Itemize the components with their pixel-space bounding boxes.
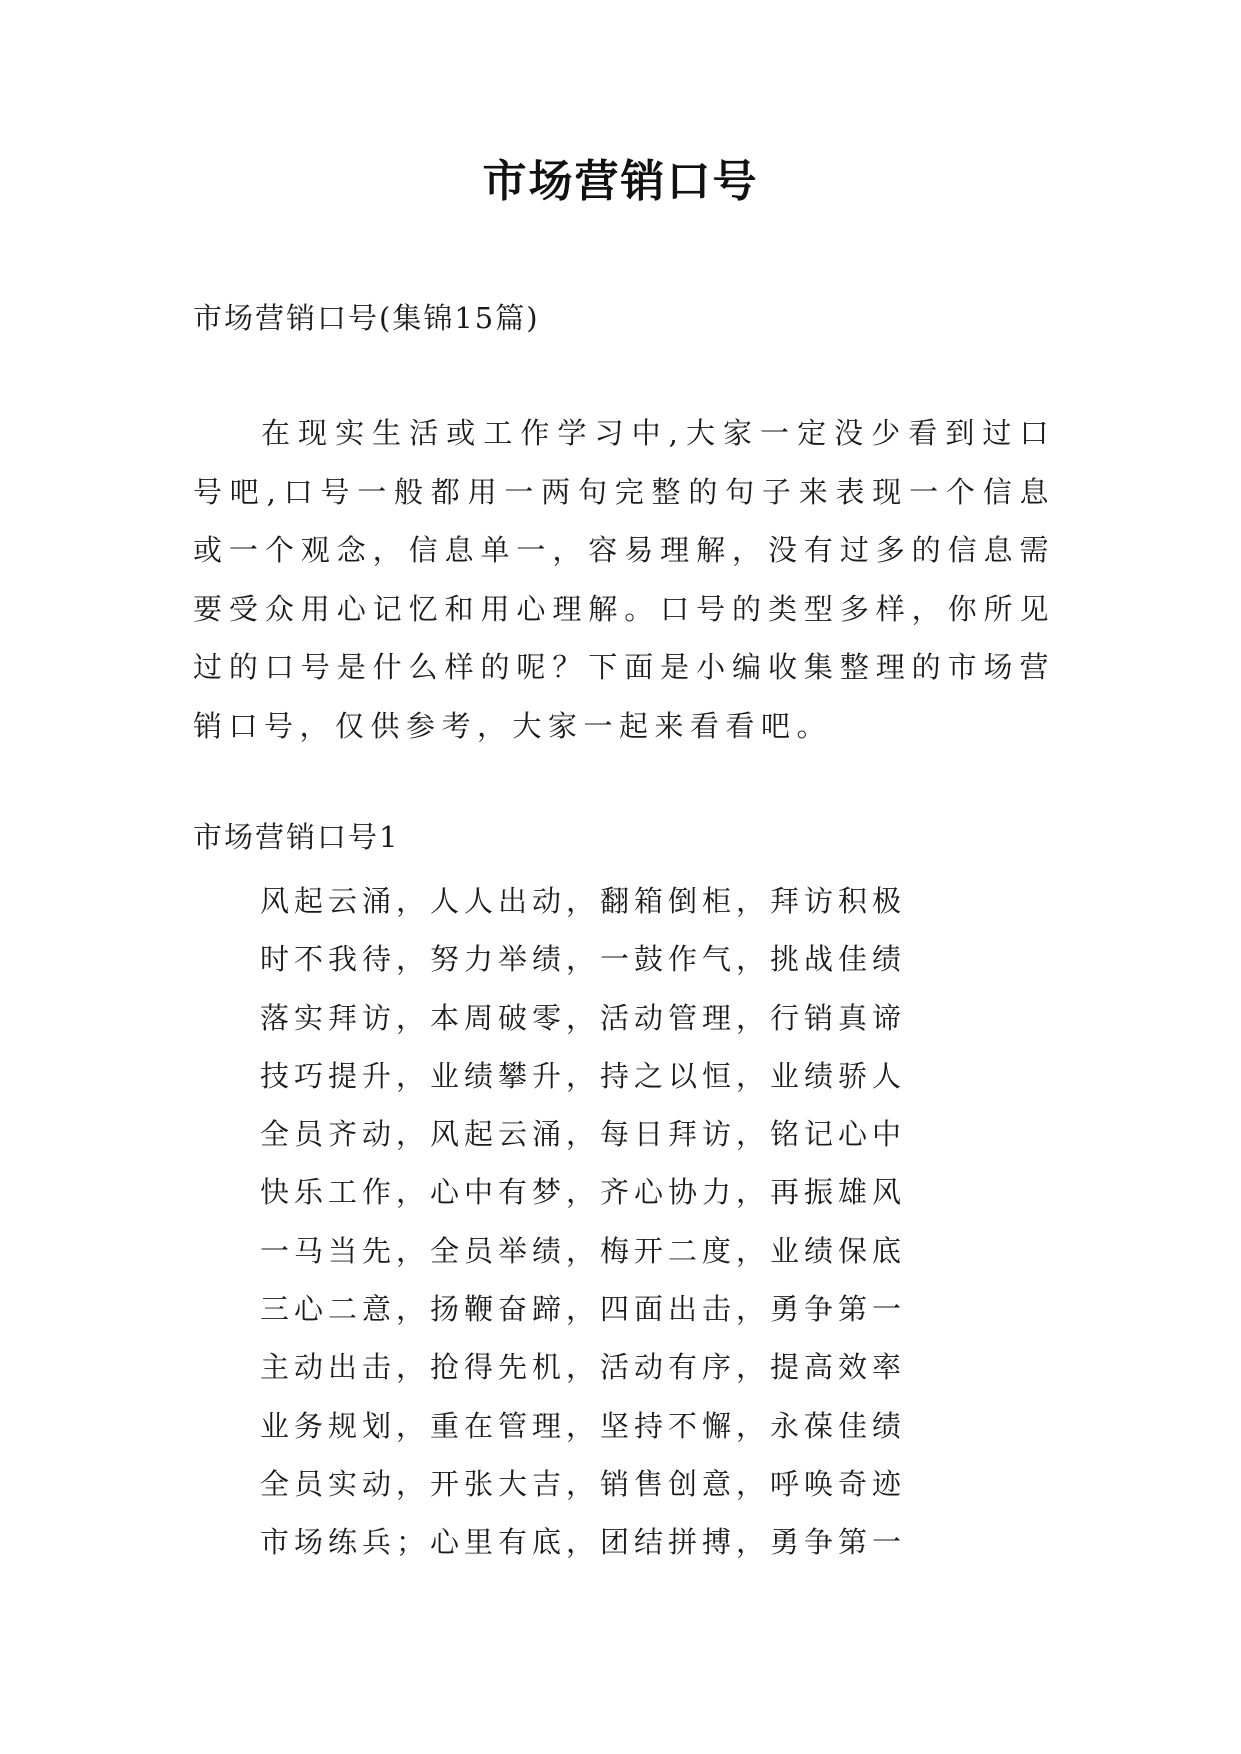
slogan-line: 市场练兵；心里有底，团结拼搏，勇争第一 — [260, 1525, 907, 1560]
slogan-line: 技巧提升，业绩攀升，持之以恒，业绩骄人 — [260, 1058, 907, 1093]
slogan-line: 业务规划，重在管理，坚持不懈，永葆佳绩 — [260, 1408, 907, 1443]
section-heading: 市场营销口号1 — [193, 820, 400, 854]
slogan-list — [260, 872, 906, 1572]
intro-paragraph: 在现实生活或工作学习中,大家一定没少看到过口号吧,口号一般都用一两句完整的句子来表现一个信息或一个观念，信息单一，容易理解，没有过多的信息需要受众用心记忆和用心理解。口号的类型多样，你所见过的口号是什么样的呢？下面是小编收集整理的市场营销口号，仅供参考，大家一起来看看吧。 — [193, 416, 1055, 743]
slogan-line: 三心二意，扬鞭奋蹄，四面出击，勇争第一 — [260, 1292, 907, 1327]
slogan-line: 一马当先，全员举绩，梅开二度，业绩保底 — [260, 1233, 907, 1268]
slogan-line: 落实拜访，本周破零，活动管理，行销真谛 — [260, 1000, 907, 1035]
document-title: 市场营销口号 — [482, 156, 759, 207]
slogan-line: 主动出击，抢得先机，活动有序，提高效率 — [260, 1350, 907, 1385]
slogan-line: 快乐工作，心中有梦，齐心协力，再振雄风 — [260, 1175, 907, 1210]
slogan-line: 全员实动，开张大吉，销售创意，呼唤奇迹 — [260, 1466, 907, 1501]
slogan-line: 全员齐动，风起云涌，每日拜访，铭记心中 — [260, 1117, 907, 1152]
document-subtitle: 市场营销口号(集锦15篇) — [193, 301, 540, 335]
slogan-line: 风起云涌，人人出动，翻箱倒柜，拜访积极 — [260, 884, 907, 918]
slogan-line: 时不我待，努力举绩，一鼓作气，挑战佳绩 — [260, 942, 907, 977]
